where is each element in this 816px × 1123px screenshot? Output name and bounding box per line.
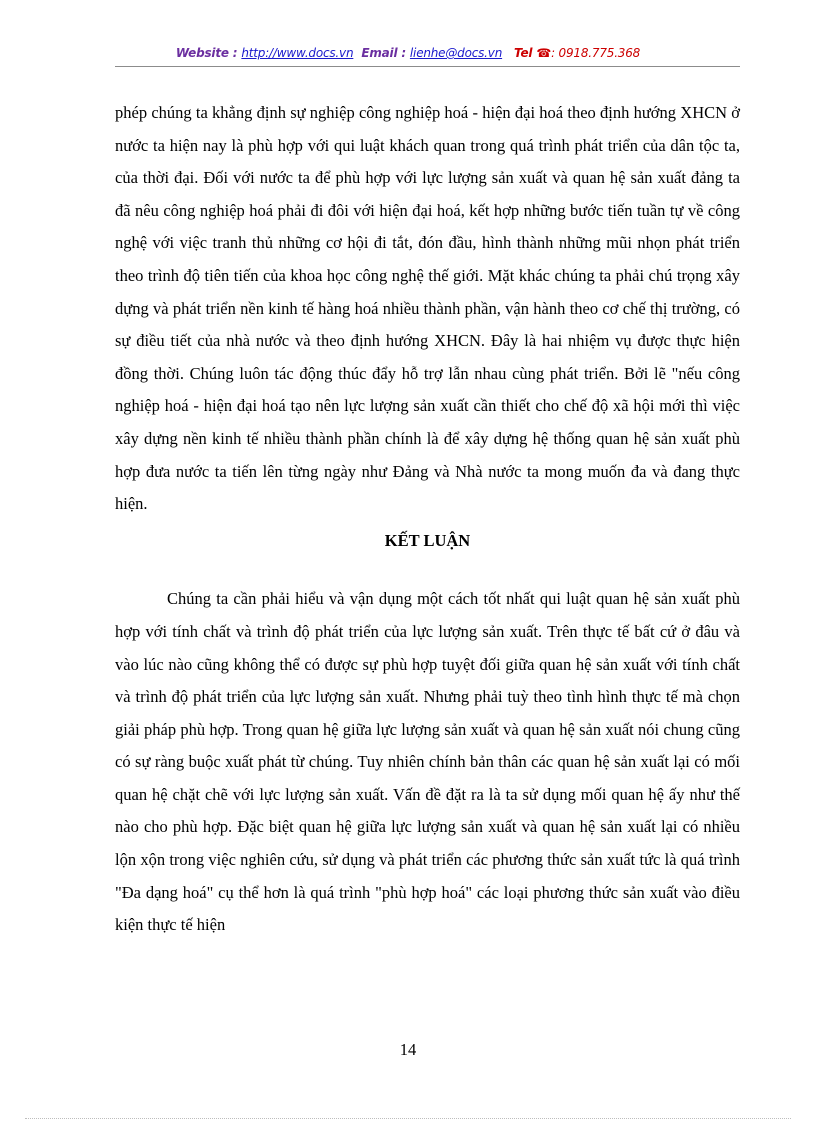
page-header [0,46,816,60]
email-link[interactable]: lienhe@docs.vn [409,46,503,60]
email-label: Email : [361,46,406,60]
document-body [115,97,740,942]
body-paragraph: phép chúng ta khẳng định sự nghiệp công nghiệp hoá - hiện đại hoá theo định hướng XHCN ở nước ta hiện nay là phù hợp với qui luật khách quan trong quá trình phát triển của dân tộc ta, của thời đại. Đối với nước ta để phù hợp với lực lượng sản xuất và quan hệ sản xuất đảng ta đã nêu công nghiệp hoá phải đi đôi với hiện đại hoá, kết hợp những bước tiến tuần tự về công nghệ với việc tranh thủ những cơ hội đi tắt, đón đầu, hình thành những mũi nhọn phát triển theo trình độ tiên tiến của khoa học công nghệ thế giới. Mặt khác chúng ta phải chú trọng xây dựng và phát triển nền kinh tế hàng hoá nhiều thành phần, vận hành theo cơ chế thị trường, có sự điều tiết của nhà nước và theo định hướng XHCN. Đây là hai nhiệm vụ được thực hiện đồng thời. Chúng luôn tác động thúc đẩy hỗ trợ lẫn nhau cùng phát triển. Bởi lẽ "nếu công nghiệp hoá - hiện đại hoá tạo nên lực lượng sản xuất cần thiết cho chế độ xã hội mới thì việc xây dựng nền kinh tế nhiều thành phần chính là để xây dựng hệ thống quan hệ sản xuất phù hợp đưa nước ta tiến lên từng ngày như Đảng và Nhà nước ta mong muốn đa và đang thực hiện. [115,103,740,514]
phone-number: : 0918.775.368 [551,46,641,60]
header-divider [115,66,740,67]
section-heading: KẾT LUẬN [384,530,471,550]
tel-label: Tel [514,46,533,60]
body-paragraph: Chúng ta cần phải hiểu và vận dụng một cách tốt nhất qui luật quan hệ sản xuất phù hợp với tính chất và trình độ phát triển của lực lượng sản xuất. Trên thực tế bất cứ ở đâu và vào lúc nào cũng không thể có được sự phù hợp tuyệt đối giữa quan hệ sản xuất với tính chất và trình độ phát triển của lực lượng sản xuất. Nhưng phải tuỳ theo tình hình thực tế mà chọn giải pháp phù hợp. Trong quan hệ giữa lực lượng sản xuất và quan hệ sản xuất nói chung cũng có sự ràng buộc xuất phát từ chúng. Tuy nhiên chính bản thân các quan hệ sản xuất lại có mối quan hệ chặt chẽ với lực lượng sản xuất. Vấn đề đặt ra là ta sử dụng mối quan hệ ấy như thế nào cho phù hợp. Đặc biệt quan hệ giữa lực lượng sản xuất và quan hệ sản xuất lại có nhiều lộn xộn trong việc nghiên cứu, sử dụng và phát triển các phương thức sản xuất tức là quá trình "Đa dạng hoá" cụ thể hơn là quá trình "phù hợp hoá" các loại phương thức sản xuất vào điều kiện thực tế hiện [115,589,740,935]
website-link[interactable]: http://www.docs.vn [241,46,354,60]
phone-icon: ☎ [536,46,552,60]
page-bottom-divider [25,1118,791,1119]
page-number: 14 [399,1040,417,1059]
website-label: Website : [175,46,238,60]
